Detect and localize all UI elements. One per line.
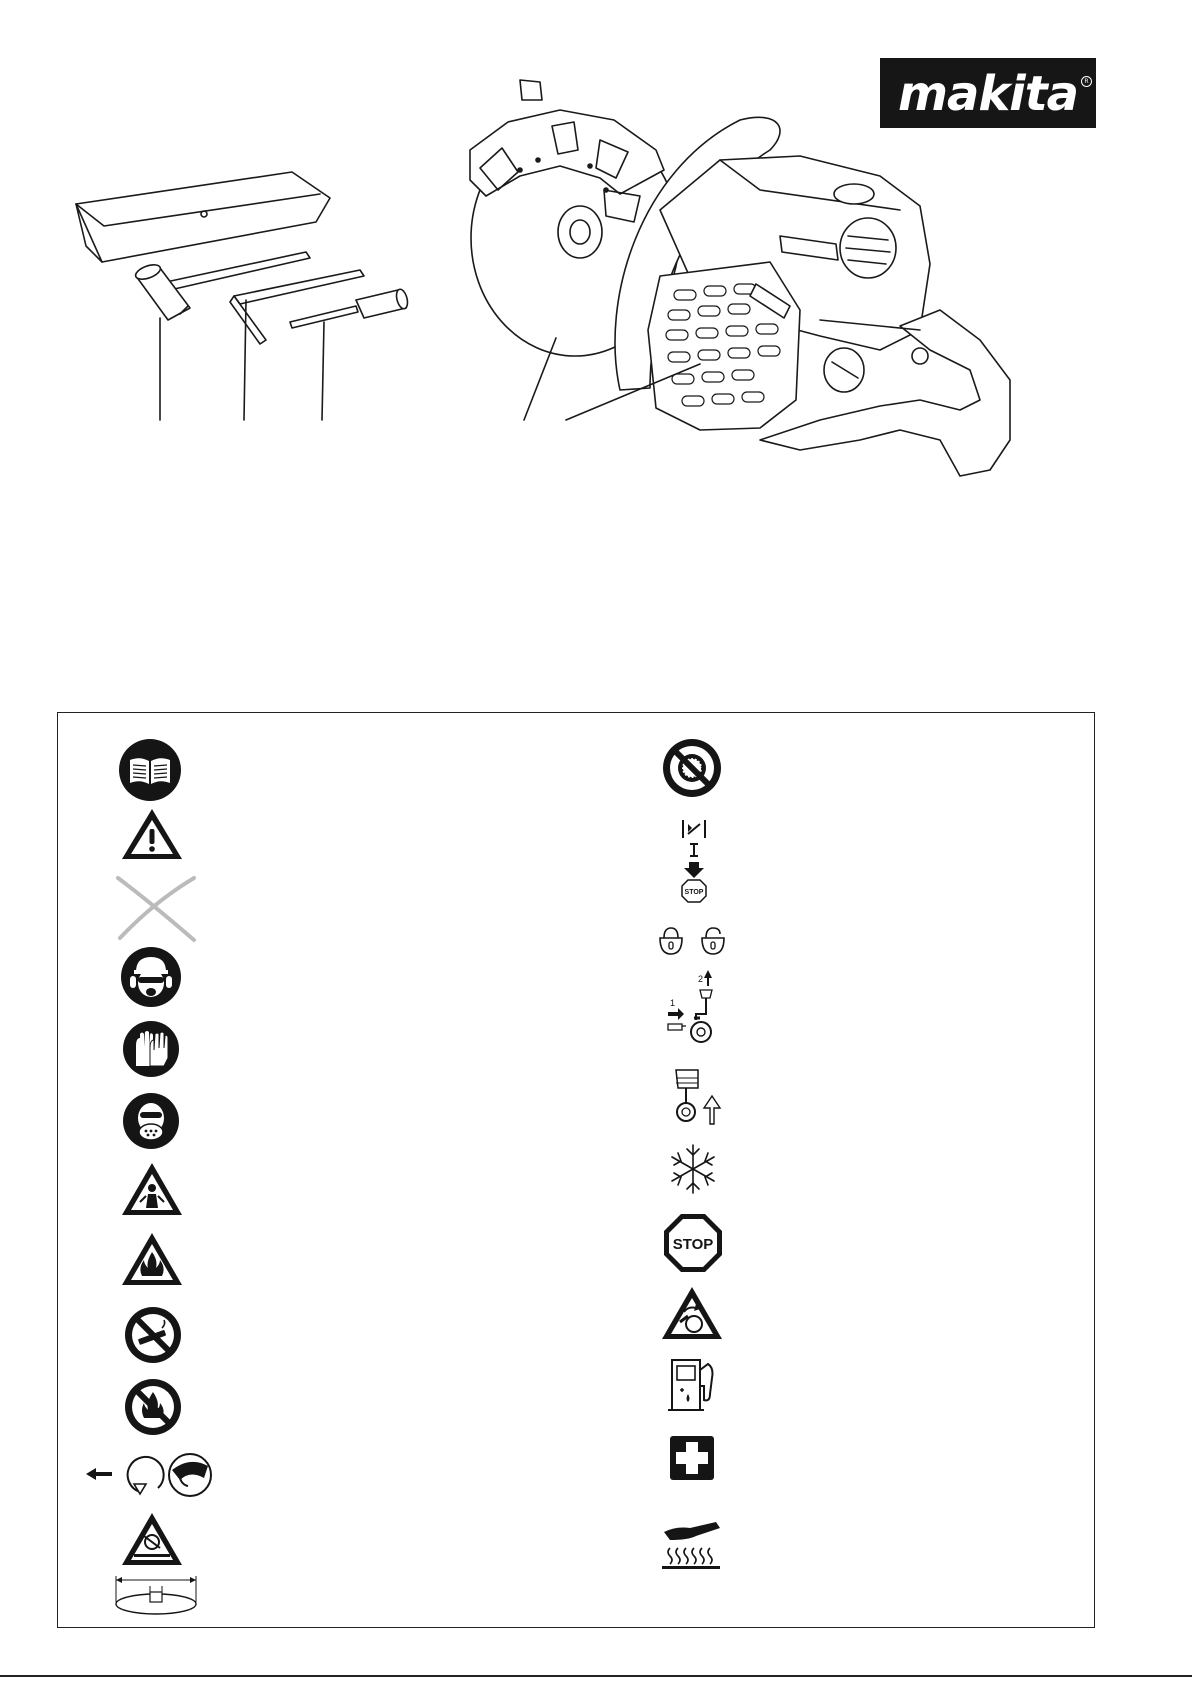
small-stop-text: STOP (684, 889, 704, 896)
lock-unlock-icon (656, 924, 728, 956)
no-smoking-icon (124, 1306, 182, 1364)
hot-surface-icon (660, 1518, 724, 1570)
logo-text: makita (897, 66, 1079, 122)
hex-key (230, 270, 364, 344)
crossed-out-icon (110, 872, 200, 944)
refuel-icon (668, 1356, 724, 1414)
warning-triangle-icon (120, 806, 184, 862)
wear-helmet-eye-ear-protection-icon (120, 946, 182, 1008)
start-step-1: 1 (670, 998, 676, 1008)
max-wheel-speed-icon (120, 1510, 184, 1568)
first-aid-icon (670, 1436, 714, 1480)
fire-hazard-icon (120, 1230, 184, 1288)
read-manual-icon (118, 738, 182, 802)
wheel-dimensions-icon (112, 1568, 200, 1618)
bottom-rule (0, 1675, 1192, 1677)
pull-starter-icon (668, 1066, 724, 1126)
no-open-flame-icon (124, 1378, 182, 1436)
engine-body (648, 156, 1010, 476)
start-sequence-icon (664, 968, 724, 1048)
stop-text: STOP (672, 1236, 714, 1253)
product-illustration (0, 0, 1192, 480)
registered-mark: R (1081, 76, 1092, 87)
tool-pouch (76, 172, 330, 262)
rotation-direction-icon (84, 1450, 214, 1500)
winter-mode-icon (668, 1142, 718, 1196)
choke-stop-icon (676, 818, 712, 904)
screwdriver (290, 288, 409, 328)
kickback-warning-icon (660, 1284, 724, 1342)
wear-respirator-icon (122, 1092, 180, 1150)
no-saw-blade-icon (662, 738, 722, 798)
keep-bystanders-away-icon (120, 1160, 184, 1218)
stop-sign-icon (662, 1212, 724, 1274)
start-step-2: 2 (698, 974, 704, 984)
wear-gloves-icon (122, 1020, 180, 1078)
